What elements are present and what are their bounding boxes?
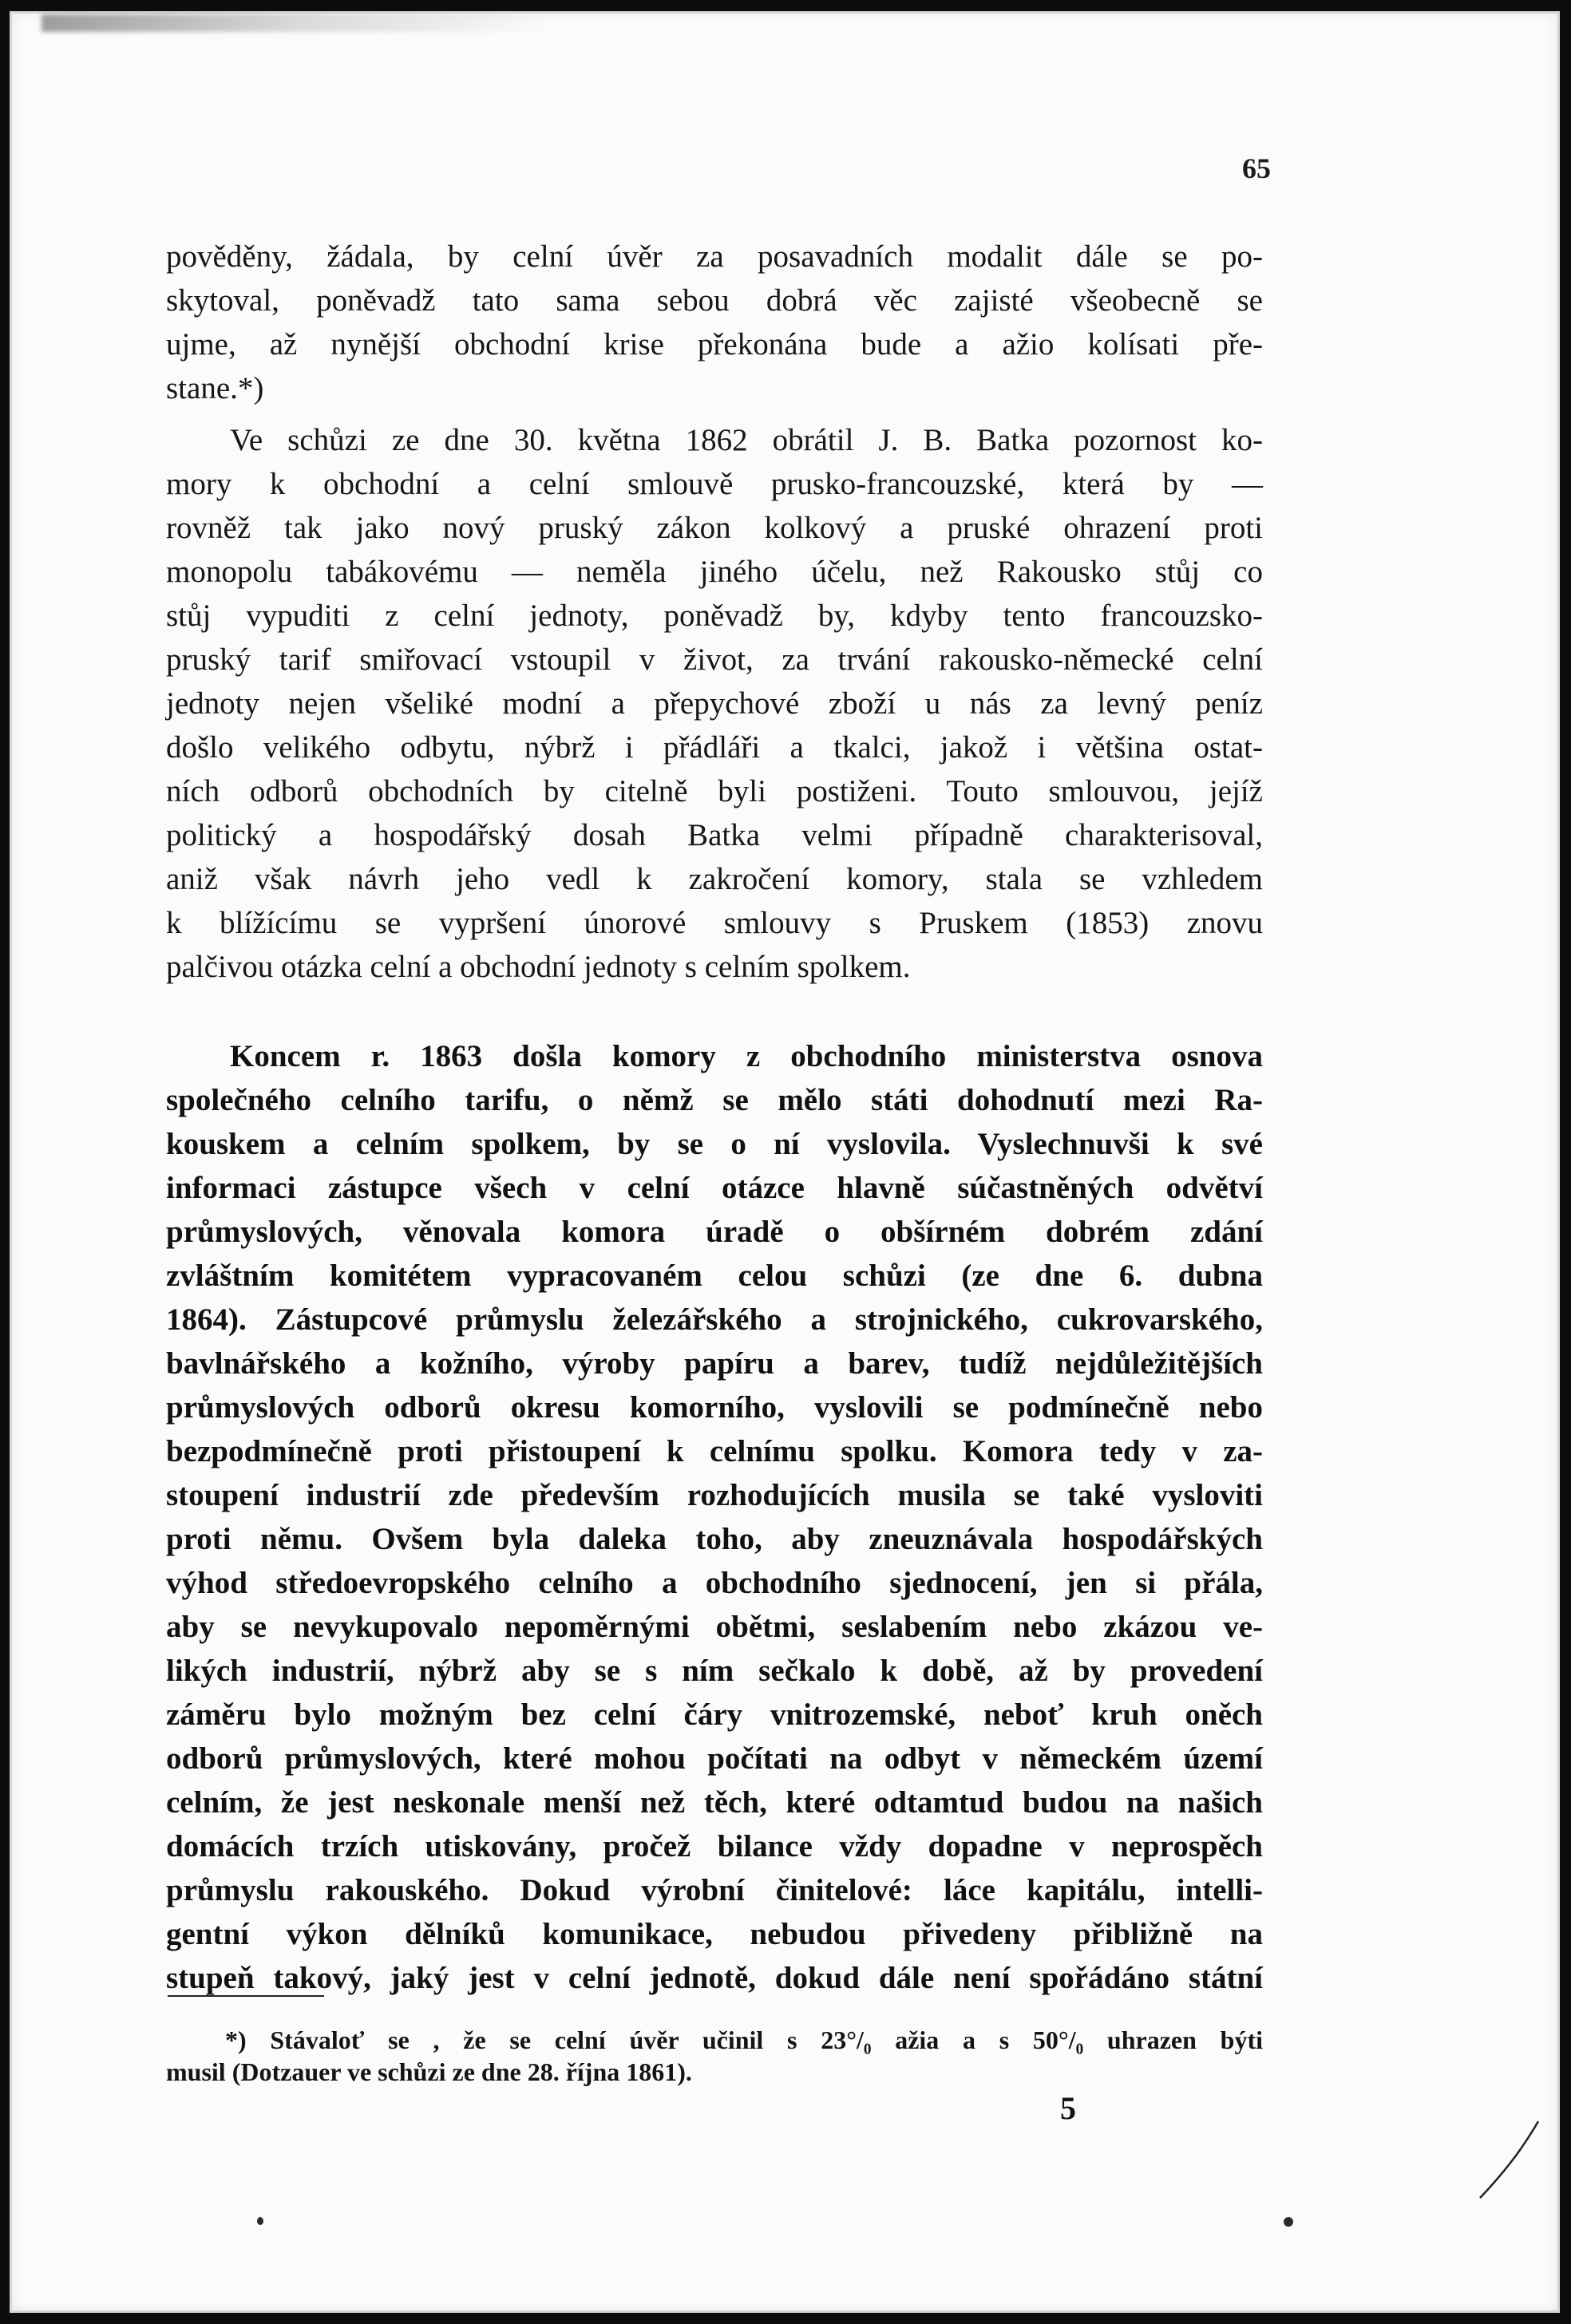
paragraph-line: výhod středoevropského celního a obchodního sjednocení, jen si přála, (166, 1566, 1263, 1600)
page-number: 65 (1242, 152, 1271, 184)
paragraph-2 (166, 418, 1263, 989)
paragraph-line: společného celního tarifu, o němž se mělo státi dohodnutí mezi Ra- (166, 1083, 1263, 1117)
paragraph-line: ujme, až nynější obchodní krise překonána bude a ažio kolísati pře- (166, 327, 1263, 362)
paragraph-line: záměru bylo možným bez celní čáry vnitrozemské, neboť kruh oněch (166, 1698, 1263, 1732)
paragraph-line: bavlnářského a kožního, výroby papíru a barev, tudíž nejdůležitějších (166, 1346, 1263, 1381)
paragraph-line: informaci zástupce všech v celní otázce hlavně súčastněných odvětví (166, 1171, 1263, 1205)
paragraph-line: aby se nevykupovalo nepoměrnými obětmi, seslabením nebo zkázou ve- (166, 1610, 1263, 1644)
paragraph-line: ních odborů obchodních by citelně byli postiženi. Touto smlouvou, jejíž (166, 774, 1263, 808)
scanned-page (10, 11, 1560, 2313)
paragraph-line: rovněž tak jako nový pruský zákon kolkový a pruské ohrazení proti (166, 511, 1263, 545)
footnote-line: musil (Dotzauer ve schůzi ze dne 28. října 1861). (166, 2057, 692, 2086)
paragraph-line: průmyslu rakouského. Dokud výrobní činitelové: láce kapitálu, intelli- (166, 1873, 1263, 1907)
paragraph-line: kouskem a celním spolkem, by se o ní vyslovila. Vyslechnuvši k své (166, 1127, 1263, 1161)
paragraph-line: bezpodmínečně proti přistoupení k celnímu spolku. Komora tedy v za- (166, 1434, 1263, 1468)
paragraph-line: monopolu tabákovému — neměla jiného účelu, než Rakousko stůj co (166, 555, 1263, 589)
scan-edge-smudge (42, 14, 552, 32)
paragraph-line: stoupení industrií zde především rozhodujících musila se také vysloviti (166, 1478, 1263, 1512)
paragraph-line: domácích trzích utiskovány, pročež bilance vždy dopadne v neprospěch (166, 1829, 1263, 1864)
scan-speck (1284, 2217, 1293, 2227)
scan-speck (257, 2217, 263, 2225)
paragraph-line: Ve schůzi ze dne 30. května 1862 obrátil J. B. Batka pozornost ko- (230, 423, 1263, 457)
footnote-separator (168, 1995, 324, 1997)
paragraph-line: aniž však návrh jeho vedl k zakročení komory, stala se vzhledem (166, 862, 1263, 896)
signature-mark: 5 (1060, 2090, 1076, 2126)
paragraph-line: celním, že jest neskonale menší než těch, které odtamtud budou na našich (166, 1785, 1263, 1820)
paragraph-line: mory k obchodní a celní smlouvě prusko-francouzské, která by — (166, 467, 1263, 501)
paragraph-line: politický a hospodářský dosah Batka velmi případně charakterisoval, (166, 818, 1263, 852)
paragraph-line: odborů průmyslových, které mohou počítati na odbyt v německém území (166, 1741, 1263, 1776)
paragraph-line: gentní výkon dělníků komunikace, nebudou přivedeny přibližně na (166, 1917, 1263, 1951)
paragraph-line: palčivou otázka celní a obchodní jednoty s celním spolkem. (166, 950, 911, 984)
paragraph-line: 1864). Zástupcové průmyslu železářského a strojnického, cukrovarského, (166, 1302, 1263, 1337)
paragraph-line: průmyslových odborů okresu komorního, vyslovili se podmínečně nebo (166, 1390, 1263, 1425)
paragraph-line: skytoval, poněvadž tato sama sebou dobrá věc zajisté všeobecně se (166, 283, 1263, 318)
paragraph-line: zvláštním komitétem vypracovaném celou schůzi (ze dne 6. dubna (166, 1259, 1263, 1293)
paragraph-line: likých industrií, nýbrž aby se s ním sečkalo k době, až by provedení (166, 1654, 1263, 1688)
footnote-line: *) Stávaloť se , že se celní úvěr učinil s 23°/₀ ažia a s 50°/₀ uhrazen býti (225, 2026, 1263, 2054)
paragraph-line: stupeň takový, jaký jest v celní jednotě, dokud dále není spořádáno státní (166, 1961, 1263, 1995)
paragraph-line: stane.*) (166, 371, 264, 405)
paragraph-line: pruský tarif smiřovací vstoupil v život, za trvání rakousko-německé celní (166, 642, 1263, 677)
paragraph-line: průmyslových, věnovala komora úradě o obšírném dobrém zdání (166, 1215, 1263, 1249)
pen-mark-icon (1470, 2118, 1542, 2206)
paragraph-line: jednoty nejen všeliké modní a přepychové zboží u nás za levný peníz (166, 686, 1263, 721)
paragraph-3 (166, 1034, 1263, 2000)
paragraph-line: proti němu. Ovšem byla daleka toho, aby zneuznávala hospodářských (166, 1522, 1263, 1556)
paragraph-line: pověděny, žádala, by celní úvěr za posavadních modalit dále se po- (166, 239, 1263, 274)
paragraph-line: došlo velikého odbytu, nýbrž i přádláři a tkalci, jakož i většina ostat- (166, 730, 1263, 765)
paragraph-1 (166, 235, 1263, 410)
paragraph-line: Koncem r. 1863 došla komory z obchodního ministerstva osnova (230, 1039, 1263, 1073)
paragraph-line: k blížícímu se vypršení únorové smlouvy s Pruskem (1853) znovu (166, 906, 1263, 940)
paragraph-line: stůj vypuditi z celní jednoty, poněvadž by, kdyby tento francouzsko- (166, 599, 1263, 633)
footnote (166, 2024, 1263, 2088)
